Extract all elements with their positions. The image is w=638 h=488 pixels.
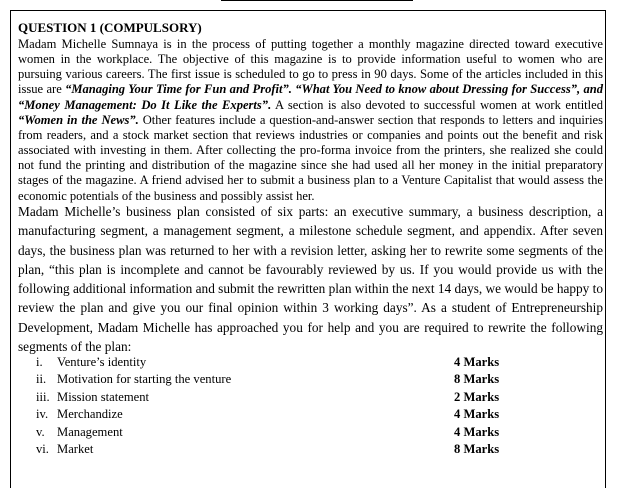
item-text: Motivation for starting the venture [57, 372, 232, 387]
item-marks: 2 Marks [454, 389, 500, 404]
section-title: “Women in the News”. [18, 112, 139, 127]
item-number: v. [36, 424, 45, 439]
item-number: ii. [36, 372, 47, 387]
list-item [36, 371, 506, 388]
item-number: iv. [36, 407, 49, 422]
scenario-paragraph [18, 37, 603, 204]
item-number: iii. [36, 389, 50, 404]
para1-text-2: A section is also devoted to successful women at work entitled [271, 97, 604, 112]
item-text: Management [57, 424, 123, 439]
list-item [36, 354, 506, 371]
item-marks: 8 Marks [454, 372, 500, 387]
top-rule [221, 0, 413, 1]
item-number: i. [36, 355, 43, 369]
item-number: vi. [36, 441, 49, 456]
item-text: Merchandize [57, 407, 123, 422]
article-titles: “Managing Your Time for Fun and Profit”. “What You Need to know about Dressing for Success”, and “Money Management: Do It Like the Experts”. [18, 82, 603, 112]
item-text: Market [57, 441, 94, 456]
list-item [36, 424, 506, 441]
item-text: Mission statement [57, 389, 149, 404]
item-marks: 8 Marks [454, 441, 500, 456]
item-marks: 4 Marks [454, 355, 500, 369]
segments-list [36, 354, 506, 458]
item-marks: 4 Marks [454, 424, 500, 439]
business-plan-paragraph: Madam Michelle’s business plan consisted of six parts: an executive summary, a business description, a manufacturing segment, a management segment, a milestone schedule segment, and appendix. After seven days, the business plan was returned to her with a revision letter, asking her to rewrite some segments of the plan, “this plan is incomplete and cannot be favourably reviewed by us. If you would provide us with the following additional information and submit the rewritten plan within the next 14 days, we would be happy to review the plan and give you our final opinion within 3 working days”. As a student of Entrepreneurship Development, Madam Michelle has approached you for help and you are required to rewrite the following segments of the plan: [18, 204, 603, 355]
list-item [36, 406, 506, 423]
para1-text-1: Madam Michelle Sumnaya is in the process of putting together a monthly magazine directed toward executive women in the workplace. The objective of this magazine is to provide information useful to women who are pursuing various careers. The first issue is scheduled to go to press in 90 days. Some of the articles included in this issue are [18, 37, 603, 97]
list-item [36, 389, 506, 406]
para1-text-3: Other features include a question-and-answer section that responds to letters and inquiries from readers, and a stock market section that reviews industries or companies and points out the benefit and risk associated with investing in them. After collecting the pro-forma invoice from the printers, she realized she could not fund the printing and distribution of the magazine since she had used all her money in the initial preparatory stages of the magazine. A friend advised her to submit a business plan to a Venture Capitalist that would assess the economic potentials of the business and possibly assist her. [18, 112, 604, 203]
item-text: Venture’s identity [57, 355, 147, 369]
question-title: QUESTION 1 (COMPULSORY) [18, 20, 202, 35]
item-marks: 4 Marks [454, 407, 500, 422]
list-item [36, 441, 506, 458]
